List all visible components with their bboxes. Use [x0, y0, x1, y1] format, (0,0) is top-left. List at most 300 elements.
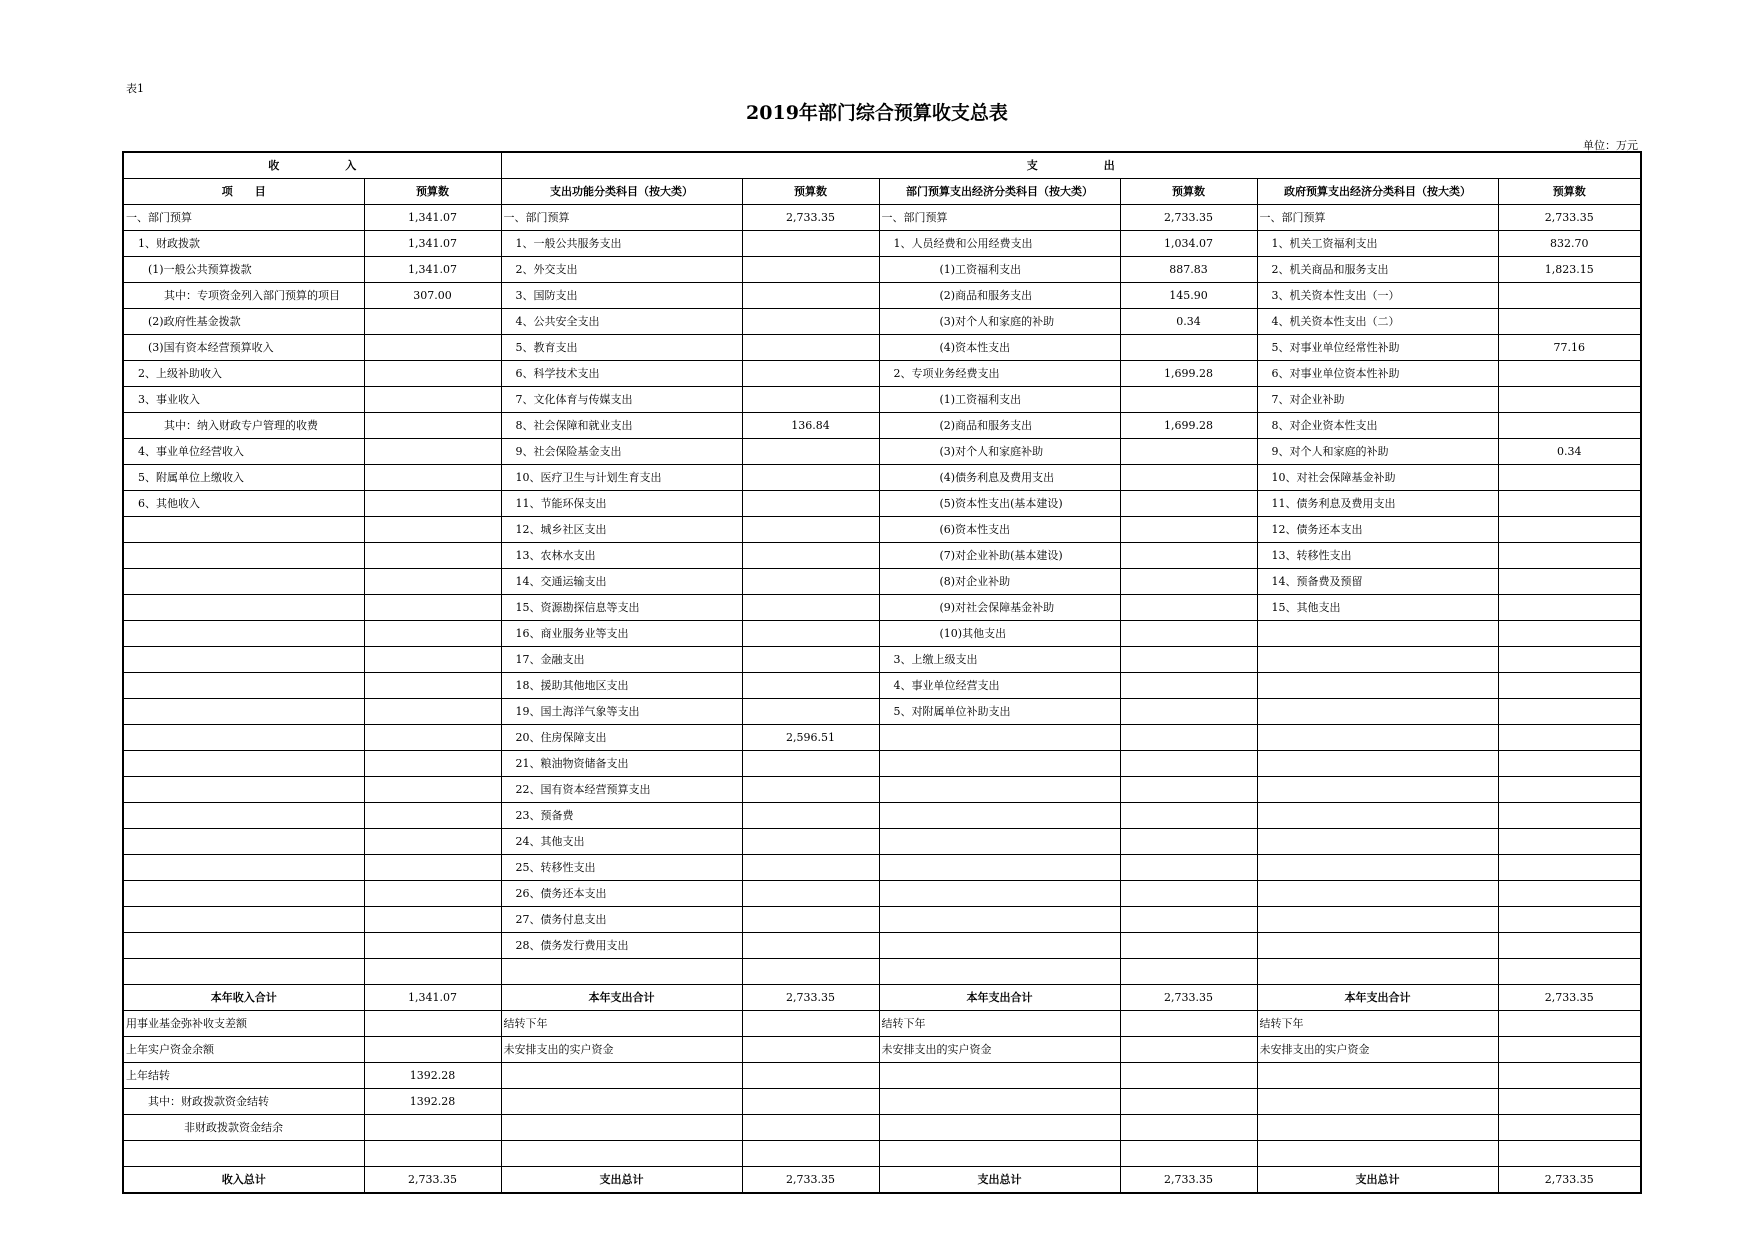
- cell-income-amount: 1392.28: [364, 1063, 501, 1089]
- table-row: [123, 231, 1641, 257]
- cell-income-item: 本年收入合计: [123, 985, 364, 1011]
- cell-function-item: 未安排支出的实户资金: [501, 1037, 742, 1063]
- cell-gov-econ-amount: [1498, 777, 1641, 803]
- col-header-dept-econ-item: 部门预算支出经济分类科目（按大类）: [879, 179, 1120, 205]
- cell-income-item: [123, 1141, 364, 1167]
- cell-gov-econ-amount: [1498, 933, 1641, 959]
- cell-gov-econ-item: 4、机关资本性支出（二）: [1257, 309, 1498, 335]
- cell-dept-econ-item: (3)对个人和家庭的补助: [879, 309, 1120, 335]
- cell-dept-econ-amount: [1120, 1063, 1257, 1089]
- cell-function-amount: [742, 699, 879, 725]
- cell-gov-econ-amount: [1498, 751, 1641, 777]
- cell-function-item: 19、国土海洋气象等支出: [501, 699, 742, 725]
- cell-function-item: 14、交通运输支出: [501, 569, 742, 595]
- cell-dept-econ-item: (8)对企业补助: [879, 569, 1120, 595]
- cell-gov-econ-amount: [1498, 543, 1641, 569]
- cell-dept-econ-amount: [1120, 439, 1257, 465]
- cell-gov-econ-item: [1257, 1089, 1498, 1115]
- cell-dept-econ-amount: [1120, 933, 1257, 959]
- cell-function-amount: [742, 1011, 879, 1037]
- cell-income-item: 其中：财政拨款资金结转: [123, 1089, 364, 1115]
- cell-function-item: [501, 1063, 742, 1089]
- table-row: [123, 335, 1641, 361]
- cell-dept-econ-amount: 2,733.35: [1120, 1167, 1257, 1194]
- cell-function-amount: [742, 361, 879, 387]
- cell-gov-econ-item: [1257, 1115, 1498, 1141]
- cell-gov-econ-item: 14、预备费及预留: [1257, 569, 1498, 595]
- cell-gov-econ-item: 5、对事业单位经常性补助: [1257, 335, 1498, 361]
- cell-function-amount: [742, 881, 879, 907]
- cell-income-item: [123, 881, 364, 907]
- cell-dept-econ-amount: [1120, 1141, 1257, 1167]
- table-row: [123, 439, 1641, 465]
- cell-function-item: 12、城乡社区支出: [501, 517, 742, 543]
- cell-income-item: 3、事业收入: [123, 387, 364, 413]
- cell-function-amount: [742, 1063, 879, 1089]
- cell-dept-econ-amount: [1120, 1011, 1257, 1037]
- cell-dept-econ-amount: [1120, 777, 1257, 803]
- cell-gov-econ-amount: [1498, 1037, 1641, 1063]
- cell-gov-econ-amount: [1498, 569, 1641, 595]
- table-row: [123, 387, 1641, 413]
- cell-income-amount: 2,733.35: [364, 1167, 501, 1194]
- cell-gov-econ-amount: 2,733.35: [1498, 985, 1641, 1011]
- cell-gov-econ-amount: 0.34: [1498, 439, 1641, 465]
- cell-income-amount: [364, 881, 501, 907]
- expense-group-header: 支 出: [501, 152, 1641, 179]
- cell-function-amount: [742, 387, 879, 413]
- cell-dept-econ-amount: 0.34: [1120, 309, 1257, 335]
- cell-function-amount: [742, 309, 879, 335]
- cell-function-amount: [742, 335, 879, 361]
- cell-dept-econ-amount: [1120, 881, 1257, 907]
- cell-function-item: 28、债务发行费用支出: [501, 933, 742, 959]
- cell-gov-econ-item: 13、转移性支出: [1257, 543, 1498, 569]
- cell-function-amount: [742, 1089, 879, 1115]
- table-row: [123, 959, 1641, 985]
- table-row: [123, 309, 1641, 335]
- cell-gov-econ-item: [1257, 829, 1498, 855]
- cell-income-item: 其中：专项资金列入部门预算的项目: [123, 283, 364, 309]
- cell-gov-econ-amount: [1498, 309, 1641, 335]
- cell-income-item: [123, 569, 364, 595]
- cell-dept-econ-item: (2)商品和服务支出: [879, 283, 1120, 309]
- cell-dept-econ-amount: [1120, 751, 1257, 777]
- cell-dept-econ-amount: [1120, 335, 1257, 361]
- cell-function-amount: [742, 751, 879, 777]
- cell-gov-econ-item: [1257, 725, 1498, 751]
- budget-table: [122, 151, 1642, 1194]
- cell-gov-econ-amount: [1498, 855, 1641, 881]
- table-row: [123, 907, 1641, 933]
- cell-dept-econ-item: (10)其他支出: [879, 621, 1120, 647]
- table-row: [123, 205, 1641, 231]
- table-row: [123, 543, 1641, 569]
- cell-dept-econ-amount: [1120, 543, 1257, 569]
- cell-income-item: [123, 907, 364, 933]
- col-header-income-amount: 预算数: [364, 179, 501, 205]
- cell-income-amount: [364, 1011, 501, 1037]
- cell-income-item: 4、事业单位经营收入: [123, 439, 364, 465]
- cell-dept-econ-item: (5)资本性支出(基本建设): [879, 491, 1120, 517]
- cell-dept-econ-item: [879, 1089, 1120, 1115]
- cell-dept-econ-amount: [1120, 621, 1257, 647]
- cell-income-item: 2、上级补助收入: [123, 361, 364, 387]
- cell-dept-econ-amount: 1,699.28: [1120, 361, 1257, 387]
- table-row: [123, 751, 1641, 777]
- table-row: [123, 699, 1641, 725]
- cell-gov-econ-item: 12、债务还本支出: [1257, 517, 1498, 543]
- cell-function-item: [501, 1089, 742, 1115]
- cell-dept-econ-item: [879, 725, 1120, 751]
- cell-income-item: [123, 725, 364, 751]
- cell-function-item: 17、金融支出: [501, 647, 742, 673]
- cell-function-item: 24、其他支出: [501, 829, 742, 855]
- cell-income-amount: [364, 491, 501, 517]
- cell-income-amount: [364, 673, 501, 699]
- cell-dept-econ-item: [879, 1063, 1120, 1089]
- cell-dept-econ-item: [879, 829, 1120, 855]
- col-header-gov-econ-item: 政府预算支出经济分类科目（按大类）: [1257, 179, 1498, 205]
- cell-income-item: 其中：纳入财政专户管理的收费: [123, 413, 364, 439]
- cell-dept-econ-item: [879, 1141, 1120, 1167]
- cell-function-item: 21、粮油物资储备支出: [501, 751, 742, 777]
- table-row: [123, 621, 1641, 647]
- cell-dept-econ-item: 5、对附属单位补助支出: [879, 699, 1120, 725]
- cell-gov-econ-item: [1257, 933, 1498, 959]
- cell-gov-econ-amount: [1498, 699, 1641, 725]
- cell-dept-econ-amount: 1,699.28: [1120, 413, 1257, 439]
- cell-dept-econ-item: [879, 777, 1120, 803]
- cell-income-item: 收入总计: [123, 1167, 364, 1194]
- cell-gov-econ-item: 11、债务利息及费用支出: [1257, 491, 1498, 517]
- cell-function-amount: 2,733.35: [742, 1167, 879, 1194]
- cell-income-item: (2)政府性基金拨款: [123, 309, 364, 335]
- cell-function-item: [501, 1115, 742, 1141]
- table-row: [123, 1089, 1641, 1115]
- cell-gov-econ-amount: [1498, 1063, 1641, 1089]
- cell-income-item: [123, 855, 364, 881]
- table-row: [123, 855, 1641, 881]
- sheet-label: 表1: [126, 82, 144, 95]
- cell-income-amount: [364, 439, 501, 465]
- cell-function-amount: [742, 283, 879, 309]
- cell-function-amount: [742, 465, 879, 491]
- cell-dept-econ-amount: [1120, 647, 1257, 673]
- cell-dept-econ-item: (9)对社会保障基金补助: [879, 595, 1120, 621]
- cell-function-amount: [742, 621, 879, 647]
- cell-gov-econ-item: 8、对企业资本性支出: [1257, 413, 1498, 439]
- cell-dept-econ-item: 本年支出合计: [879, 985, 1120, 1011]
- table-row: [123, 1141, 1641, 1167]
- cell-dept-econ-item: [879, 959, 1120, 985]
- cell-function-item: 10、医疗卫生与计划生育支出: [501, 465, 742, 491]
- cell-gov-econ-item: 一、部门预算: [1257, 205, 1498, 231]
- cell-gov-econ-item: 7、对企业补助: [1257, 387, 1498, 413]
- cell-income-amount: [364, 543, 501, 569]
- table-row: [123, 881, 1641, 907]
- cell-function-amount: [742, 803, 879, 829]
- cell-function-item: 22、国有资本经营预算支出: [501, 777, 742, 803]
- cell-gov-econ-amount: [1498, 465, 1641, 491]
- cell-function-amount: [742, 257, 879, 283]
- cell-gov-econ-amount: [1498, 491, 1641, 517]
- cell-income-amount: [364, 725, 501, 751]
- cell-dept-econ-item: [879, 855, 1120, 881]
- cell-gov-econ-item: 结转下年: [1257, 1011, 1498, 1037]
- cell-function-item: 结转下年: [501, 1011, 742, 1037]
- cell-gov-econ-amount: [1498, 803, 1641, 829]
- cell-dept-econ-amount: [1120, 959, 1257, 985]
- cell-gov-econ-item: [1257, 1063, 1498, 1089]
- cell-gov-econ-amount: [1498, 673, 1641, 699]
- cell-gov-econ-amount: [1498, 361, 1641, 387]
- table-row: [123, 361, 1641, 387]
- cell-function-item: 18、援助其他地区支出: [501, 673, 742, 699]
- cell-gov-econ-amount: [1498, 413, 1641, 439]
- cell-income-amount: [364, 517, 501, 543]
- grand-total-row: [123, 1167, 1641, 1194]
- cell-function-item: [501, 959, 742, 985]
- cell-dept-econ-amount: [1120, 829, 1257, 855]
- cell-income-amount: [364, 1115, 501, 1141]
- cell-function-amount: [742, 1115, 879, 1141]
- cell-dept-econ-item: 支出总计: [879, 1167, 1120, 1194]
- cell-gov-econ-amount: 832.70: [1498, 231, 1641, 257]
- cell-income-item: [123, 751, 364, 777]
- cell-function-item: 6、科学技术支出: [501, 361, 742, 387]
- cell-gov-econ-item: [1257, 855, 1498, 881]
- cell-income-item: 5、附属单位上缴收入: [123, 465, 364, 491]
- cell-gov-econ-item: [1257, 673, 1498, 699]
- cell-gov-econ-amount: [1498, 959, 1641, 985]
- col-header-function-amount: 预算数: [742, 179, 879, 205]
- cell-gov-econ-item: [1257, 647, 1498, 673]
- cell-income-amount: [364, 803, 501, 829]
- income-group-header: 收 入: [123, 152, 501, 179]
- cell-gov-econ-item: [1257, 699, 1498, 725]
- cell-income-amount: [364, 777, 501, 803]
- cell-dept-econ-item: (1)工资福利支出: [879, 257, 1120, 283]
- cell-dept-econ-item: (6)资本性支出: [879, 517, 1120, 543]
- cell-income-item: 6、其他收入: [123, 491, 364, 517]
- table-row: [123, 725, 1641, 751]
- cell-dept-econ-amount: [1120, 1037, 1257, 1063]
- cell-income-amount: [364, 699, 501, 725]
- cell-gov-econ-item: [1257, 777, 1498, 803]
- cell-function-amount: [742, 439, 879, 465]
- col-header-function-item: 支出功能分类科目（按大类）: [501, 179, 742, 205]
- cell-function-amount: [742, 673, 879, 699]
- page-title: 2019年部门综合预算收支总表: [746, 102, 1008, 124]
- cell-gov-econ-item: [1257, 907, 1498, 933]
- cell-function-item: 23、预备费: [501, 803, 742, 829]
- cell-dept-econ-item: (3)对个人和家庭补助: [879, 439, 1120, 465]
- cell-gov-econ-amount: [1498, 283, 1641, 309]
- cell-income-amount: [364, 829, 501, 855]
- cell-income-item: [123, 621, 364, 647]
- cell-gov-econ-item: [1257, 1141, 1498, 1167]
- cell-income-amount: 1,341.07: [364, 985, 501, 1011]
- table-row: [123, 491, 1641, 517]
- cell-function-amount: [742, 569, 879, 595]
- cell-gov-econ-item: 本年支出合计: [1257, 985, 1498, 1011]
- cell-income-amount: [364, 855, 501, 881]
- cell-dept-econ-amount: [1120, 465, 1257, 491]
- cell-gov-econ-amount: [1498, 387, 1641, 413]
- cell-income-item: [123, 777, 364, 803]
- cell-gov-econ-amount: [1498, 1089, 1641, 1115]
- cell-dept-econ-amount: 2,733.35: [1120, 985, 1257, 1011]
- cell-function-amount: [742, 933, 879, 959]
- cell-income-amount: [364, 309, 501, 335]
- cell-income-amount: [364, 751, 501, 777]
- cell-gov-econ-amount: [1498, 1141, 1641, 1167]
- table-row: [123, 829, 1641, 855]
- cell-gov-econ-item: [1257, 621, 1498, 647]
- cell-gov-econ-item: [1257, 881, 1498, 907]
- cell-gov-econ-item: [1257, 751, 1498, 777]
- cell-gov-econ-amount: [1498, 881, 1641, 907]
- cell-income-item: [123, 829, 364, 855]
- cell-income-item: [123, 803, 364, 829]
- cell-dept-econ-amount: [1120, 1115, 1257, 1141]
- cell-income-item: [123, 673, 364, 699]
- col-header-income-item: 项 目: [123, 179, 364, 205]
- unit-label: 单位：万元: [1583, 139, 1638, 152]
- cell-gov-econ-item: 2、机关商品和服务支出: [1257, 257, 1498, 283]
- cell-gov-econ-item: 未安排支出的实户资金: [1257, 1037, 1498, 1063]
- cell-income-amount: 1,341.07: [364, 205, 501, 231]
- cell-function-item: 13、农林水支出: [501, 543, 742, 569]
- cell-income-item: 上年结转: [123, 1063, 364, 1089]
- column-header-row: [123, 179, 1641, 205]
- cell-dept-econ-amount: [1120, 517, 1257, 543]
- cell-function-item: 20、住房保障支出: [501, 725, 742, 751]
- cell-income-amount: [364, 647, 501, 673]
- cell-dept-econ-amount: [1120, 595, 1257, 621]
- cell-income-amount: [364, 621, 501, 647]
- cell-dept-econ-item: 未安排支出的实户资金: [879, 1037, 1120, 1063]
- cell-income-item: [123, 647, 364, 673]
- cell-function-item: [501, 1141, 742, 1167]
- cell-dept-econ-amount: [1120, 491, 1257, 517]
- cell-function-amount: [742, 1037, 879, 1063]
- cell-income-amount: [364, 413, 501, 439]
- cell-function-item: 8、社会保障和就业支出: [501, 413, 742, 439]
- cell-gov-econ-amount: [1498, 829, 1641, 855]
- cell-income-amount: 1,341.07: [364, 257, 501, 283]
- cell-gov-econ-amount: [1498, 621, 1641, 647]
- cell-dept-econ-amount: [1120, 803, 1257, 829]
- cell-gov-econ-item: [1257, 959, 1498, 985]
- cell-dept-econ-amount: [1120, 699, 1257, 725]
- cell-dept-econ-item: 2、专项业务经费支出: [879, 361, 1120, 387]
- cell-function-item: 25、转移性支出: [501, 855, 742, 881]
- cell-income-amount: [364, 465, 501, 491]
- table-row: [123, 465, 1641, 491]
- cell-gov-econ-item: 9、对个人和家庭的补助: [1257, 439, 1498, 465]
- table-row: [123, 1063, 1641, 1089]
- cell-dept-econ-amount: 1,034.07: [1120, 231, 1257, 257]
- cell-function-amount: [742, 491, 879, 517]
- cell-function-item: 2、外交支出: [501, 257, 742, 283]
- cell-income-item: [123, 517, 364, 543]
- cell-function-amount: 2,596.51: [742, 725, 879, 751]
- cell-gov-econ-amount: [1498, 647, 1641, 673]
- cell-dept-econ-amount: [1120, 907, 1257, 933]
- cell-function-amount: 2,733.35: [742, 205, 879, 231]
- cell-dept-econ-item: (4)资本性支出: [879, 335, 1120, 361]
- cell-income-item: [123, 543, 364, 569]
- cell-income-item: (1)一般公共预算拨款: [123, 257, 364, 283]
- cell-function-amount: [742, 907, 879, 933]
- cell-function-item: 15、资源勘探信息等支出: [501, 595, 742, 621]
- cell-income-item: 非财政拨款资金结余: [123, 1115, 364, 1141]
- cell-income-item: 一、部门预算: [123, 205, 364, 231]
- cell-gov-econ-amount: [1498, 517, 1641, 543]
- cell-function-item: 5、教育支出: [501, 335, 742, 361]
- cell-gov-econ-amount: [1498, 725, 1641, 751]
- cell-income-amount: [364, 1141, 501, 1167]
- cell-function-item: 11、节能环保支出: [501, 491, 742, 517]
- cell-gov-econ-item: 支出总计: [1257, 1167, 1498, 1194]
- cell-function-item: 16、商业服务业等支出: [501, 621, 742, 647]
- cell-gov-econ-amount: 1,823.15: [1498, 257, 1641, 283]
- cell-income-item: [123, 699, 364, 725]
- cell-income-amount: [364, 361, 501, 387]
- cell-dept-econ-item: [879, 907, 1120, 933]
- table-row: [123, 1115, 1641, 1141]
- cell-income-item: 用事业基金弥补收支差额: [123, 1011, 364, 1037]
- cell-income-item: [123, 933, 364, 959]
- cell-income-amount: [364, 335, 501, 361]
- cell-dept-econ-item: 4、事业单位经营支出: [879, 673, 1120, 699]
- cell-function-amount: [742, 959, 879, 985]
- cell-function-amount: 2,733.35: [742, 985, 879, 1011]
- cell-function-item: 27、债务付息支出: [501, 907, 742, 933]
- cell-function-item: 4、公共安全支出: [501, 309, 742, 335]
- cell-gov-econ-amount: [1498, 595, 1641, 621]
- cell-gov-econ-item: 6、对事业单位资本性补助: [1257, 361, 1498, 387]
- cell-income-amount: [364, 907, 501, 933]
- cell-gov-econ-amount: [1498, 1011, 1641, 1037]
- cell-income-amount: [364, 595, 501, 621]
- cell-income-amount: [364, 387, 501, 413]
- table-row: [123, 517, 1641, 543]
- table-row: [123, 803, 1641, 829]
- cell-dept-econ-item: 3、上缴上级支出: [879, 647, 1120, 673]
- cell-income-amount: 1,341.07: [364, 231, 501, 257]
- col-header-gov-econ-amount: 预算数: [1498, 179, 1641, 205]
- col-header-dept-econ-amount: 预算数: [1120, 179, 1257, 205]
- cell-function-amount: [742, 517, 879, 543]
- cell-gov-econ-amount: [1498, 1115, 1641, 1141]
- cell-income-item: (3)国有资本经营预算收入: [123, 335, 364, 361]
- cell-function-amount: [742, 231, 879, 257]
- group-header-row: [123, 152, 1641, 179]
- cell-income-amount: 307.00: [364, 283, 501, 309]
- cell-dept-econ-amount: 2,733.35: [1120, 205, 1257, 231]
- table-row: [123, 1011, 1641, 1037]
- cell-dept-econ-item: (4)债务利息及费用支出: [879, 465, 1120, 491]
- table-row: [123, 933, 1641, 959]
- cell-gov-econ-amount: [1498, 907, 1641, 933]
- year-total-row: [123, 985, 1641, 1011]
- cell-dept-econ-item: [879, 803, 1120, 829]
- cell-income-amount: [364, 933, 501, 959]
- cell-income-amount: [364, 959, 501, 985]
